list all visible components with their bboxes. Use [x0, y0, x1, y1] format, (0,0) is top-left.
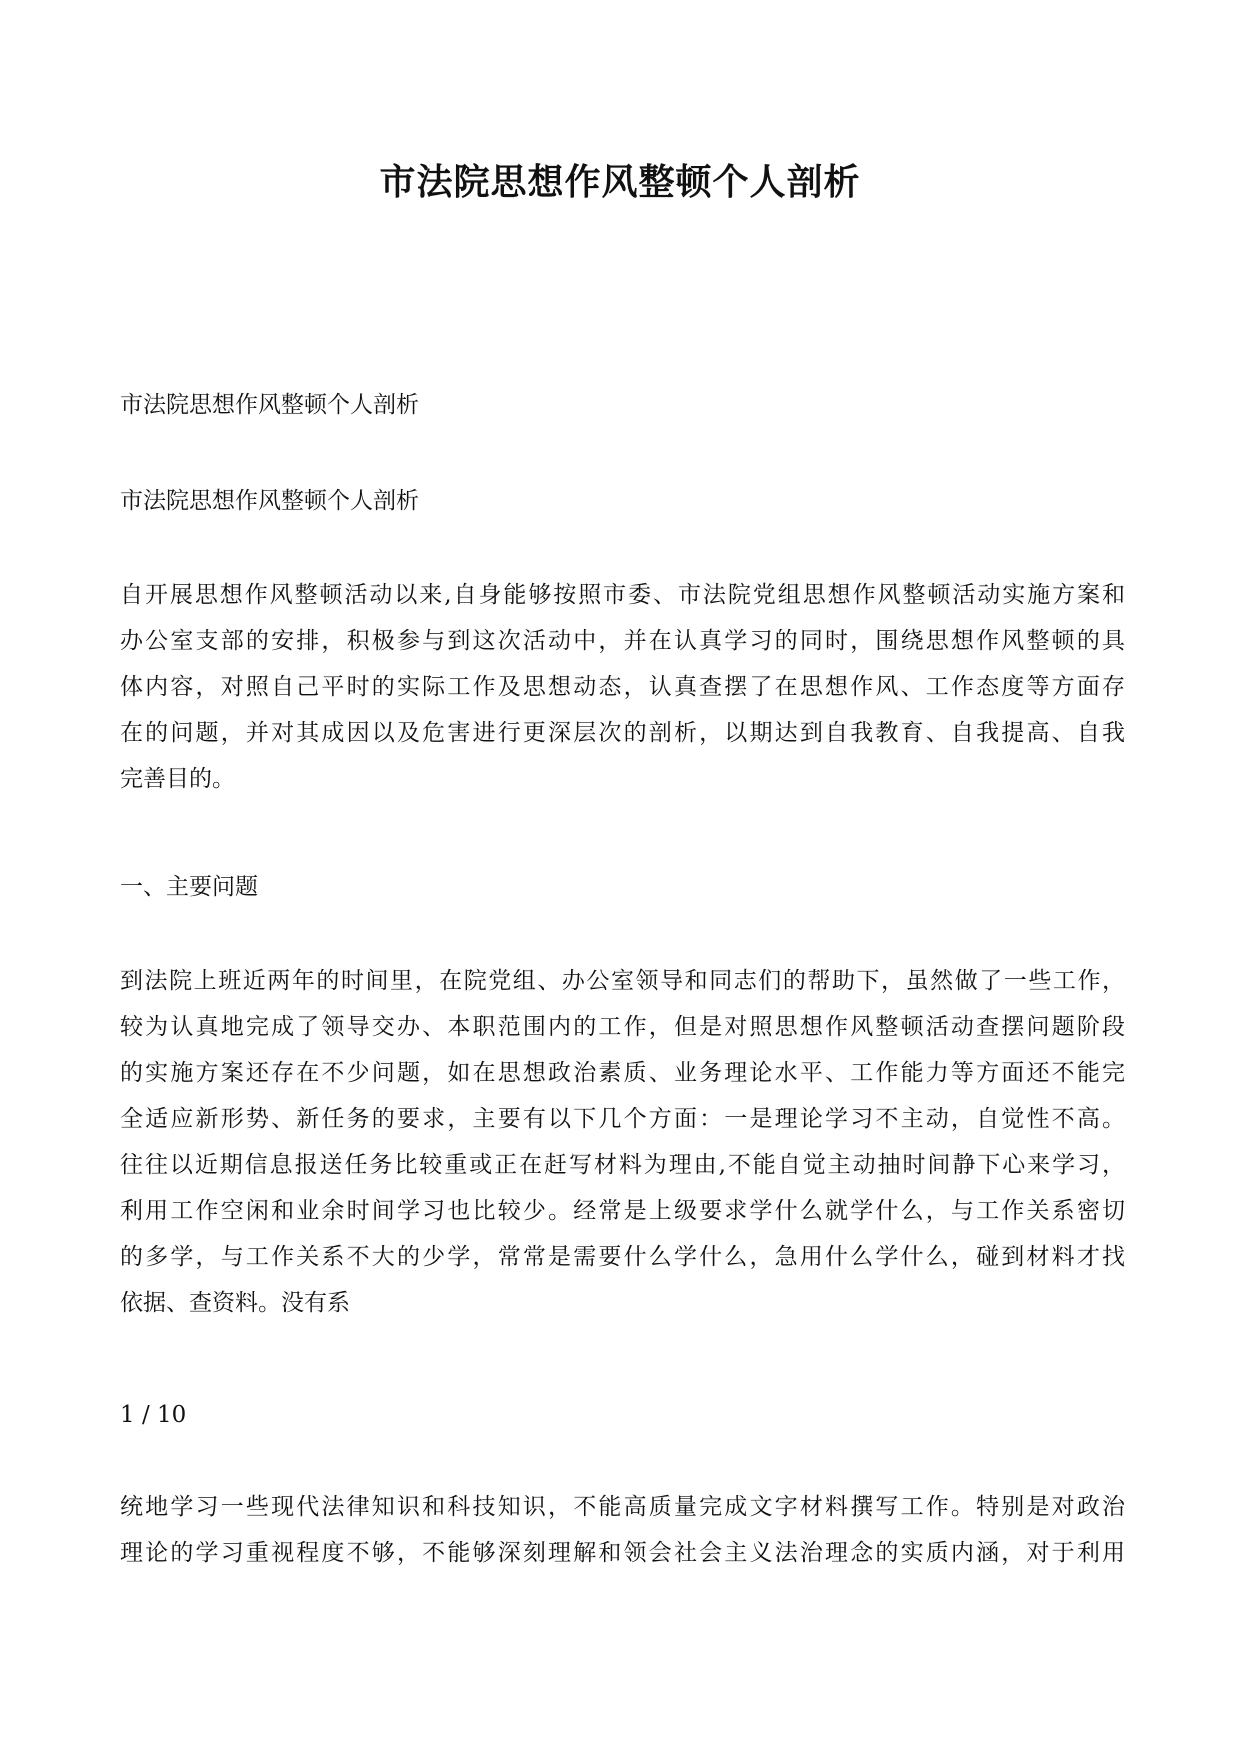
intro-paragraph	[120, 572, 1125, 802]
problems-paragraph	[120, 958, 1125, 1326]
intro-line: 体内容，对照自己平时的实际工作及思想动态，认真查摆了在思想作风、工作态度等方面存	[120, 674, 1125, 700]
continuation-line: 理论的学习重视程度不够，不能够深刻理解和领会社会主义法治理念的实质内涵，对于利用	[120, 1540, 1125, 1566]
subtitle-line-2: 市法院思想作风整顿个人剖析	[120, 488, 419, 514]
subtitle-line-1: 市法院思想作风整顿个人剖析	[120, 392, 419, 418]
intro-line: 自开展思想作风整顿活动以来,自身能够按照市委、市法院党组思想作风整顿活动实施方案和	[120, 582, 1125, 608]
problems-line: 利用工作空闲和业余时间学习也比较少。经常是上级要求学什么就学什么，与工作关系密切	[120, 1198, 1125, 1224]
continuation-line: 统地学习一些现代法律知识和科技知识，不能高质量完成文字材料撰写工作。特别是对政治	[120, 1494, 1125, 1520]
problems-line: 依据、查资料。没有系	[120, 1290, 350, 1316]
section-heading-main-problems: 一、主要问题	[120, 874, 258, 900]
problems-line: 较为认真地完成了领导交办、本职范围内的工作，但是对照思想作风整顿活动查摆问题阶段	[120, 1014, 1125, 1040]
document-title: 市法院思想作风整顿个人剖析	[379, 161, 861, 203]
problems-line: 到法院上班近两年的时间里，在院党组、办公室领导和同志们的帮助下，虽然做了一些工作，	[120, 968, 1125, 994]
continuation-paragraph	[120, 1484, 1125, 1576]
problems-line: 往往以近期信息报送任务比较重或正在赶写材料为理由,不能自觉主动抽时间静下心来学习，	[120, 1152, 1125, 1178]
intro-line: 在的问题，并对其成因以及危害进行更深层次的剖析，以期达到自我教育、自我提高、自我	[120, 720, 1125, 746]
problems-line: 全适应新形势、新任务的要求，主要有以下几个方面：一是理论学习不主动，自觉性不高。	[120, 1106, 1125, 1132]
problems-line: 的多学，与工作关系不大的少学，常常是需要什么学什么，急用什么学什么，碰到材料才找	[120, 1244, 1125, 1270]
problems-line: 的实施方案还存在不少问题，如在思想政治素质、业务理论水平、工作能力等方面还不能完	[120, 1060, 1125, 1086]
page-number: 1 / 10	[120, 1402, 187, 1428]
intro-line: 完善目的。	[120, 766, 235, 792]
intro-line: 办公室支部的安排，积极参与到这次活动中，并在认真学习的同时，围绕思想作风整顿的具	[120, 628, 1125, 654]
